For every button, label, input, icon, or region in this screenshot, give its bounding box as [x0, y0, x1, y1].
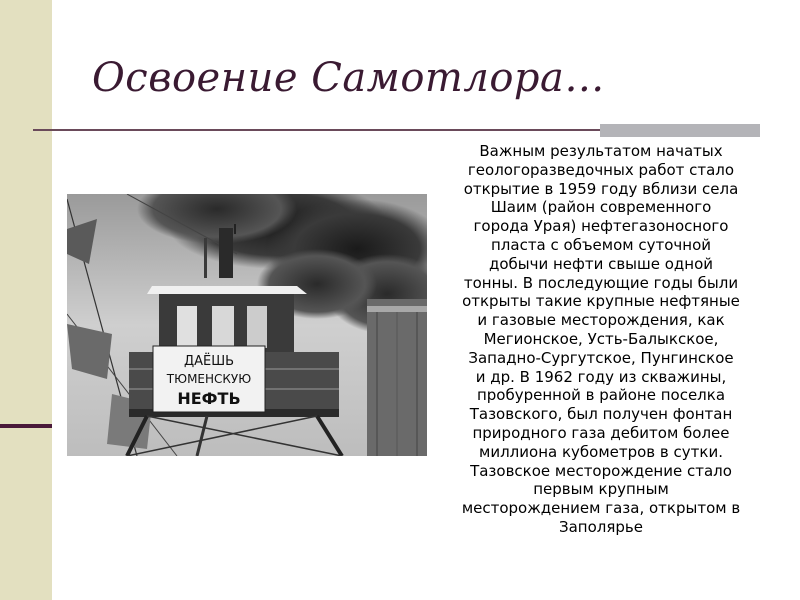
- slide-title: Освоение Самотлора…: [92, 55, 605, 101]
- slide-body-text: [432, 142, 770, 537]
- body-line: природного газа дебитом более: [472, 423, 730, 442]
- body-line: тонны. В последующие годы были: [463, 273, 739, 292]
- banner-line-1: ДАЁШЬ: [183, 354, 235, 369]
- body-line: Тазовского, был получен фонтан: [469, 405, 733, 424]
- body-line: открыты такие крупные нефтяные: [462, 292, 740, 311]
- body-line: Западно-Сургутское, Пунгинское: [468, 348, 734, 367]
- body-line: первым крупным: [533, 480, 669, 499]
- body-line: Важным результатом начатых: [479, 142, 723, 160]
- body-line: открытие в 1959 году вблизи села: [463, 179, 739, 198]
- title-divider-block: [600, 124, 760, 137]
- body-line: месторождением газа, открытом в: [461, 499, 741, 518]
- body-line: Заполярье: [559, 517, 643, 536]
- banner-line-3: НЕФТЬ: [177, 389, 241, 408]
- banner-line-2: ТЮМЕНСКУЮ: [166, 372, 252, 386]
- body-line: добычи нефти свыше одной: [488, 254, 714, 273]
- body-line: пласта с объемом суточной: [490, 235, 711, 254]
- left-band-accent-line: [0, 424, 52, 428]
- body-line: геологоразведочных работ стало: [467, 160, 735, 179]
- body-line: Тазовское месторождение стало: [470, 461, 732, 480]
- body-line: Мегионское, Усть-Балыкское,: [483, 329, 719, 348]
- left-decorative-band: [0, 0, 52, 600]
- body-line: пробуренной в районе поселка: [476, 386, 726, 405]
- body-line: города Урая) нефтегазоносного: [473, 217, 729, 236]
- body-line: и др. В 1962 году из скважины,: [475, 367, 727, 386]
- body-line: миллиона кубометров в сутки.: [479, 442, 723, 461]
- body-line: и газовые месторождения, как: [477, 311, 725, 330]
- oil-derrick-photo: [67, 194, 427, 456]
- body-line: Шаим (район современного: [490, 198, 712, 217]
